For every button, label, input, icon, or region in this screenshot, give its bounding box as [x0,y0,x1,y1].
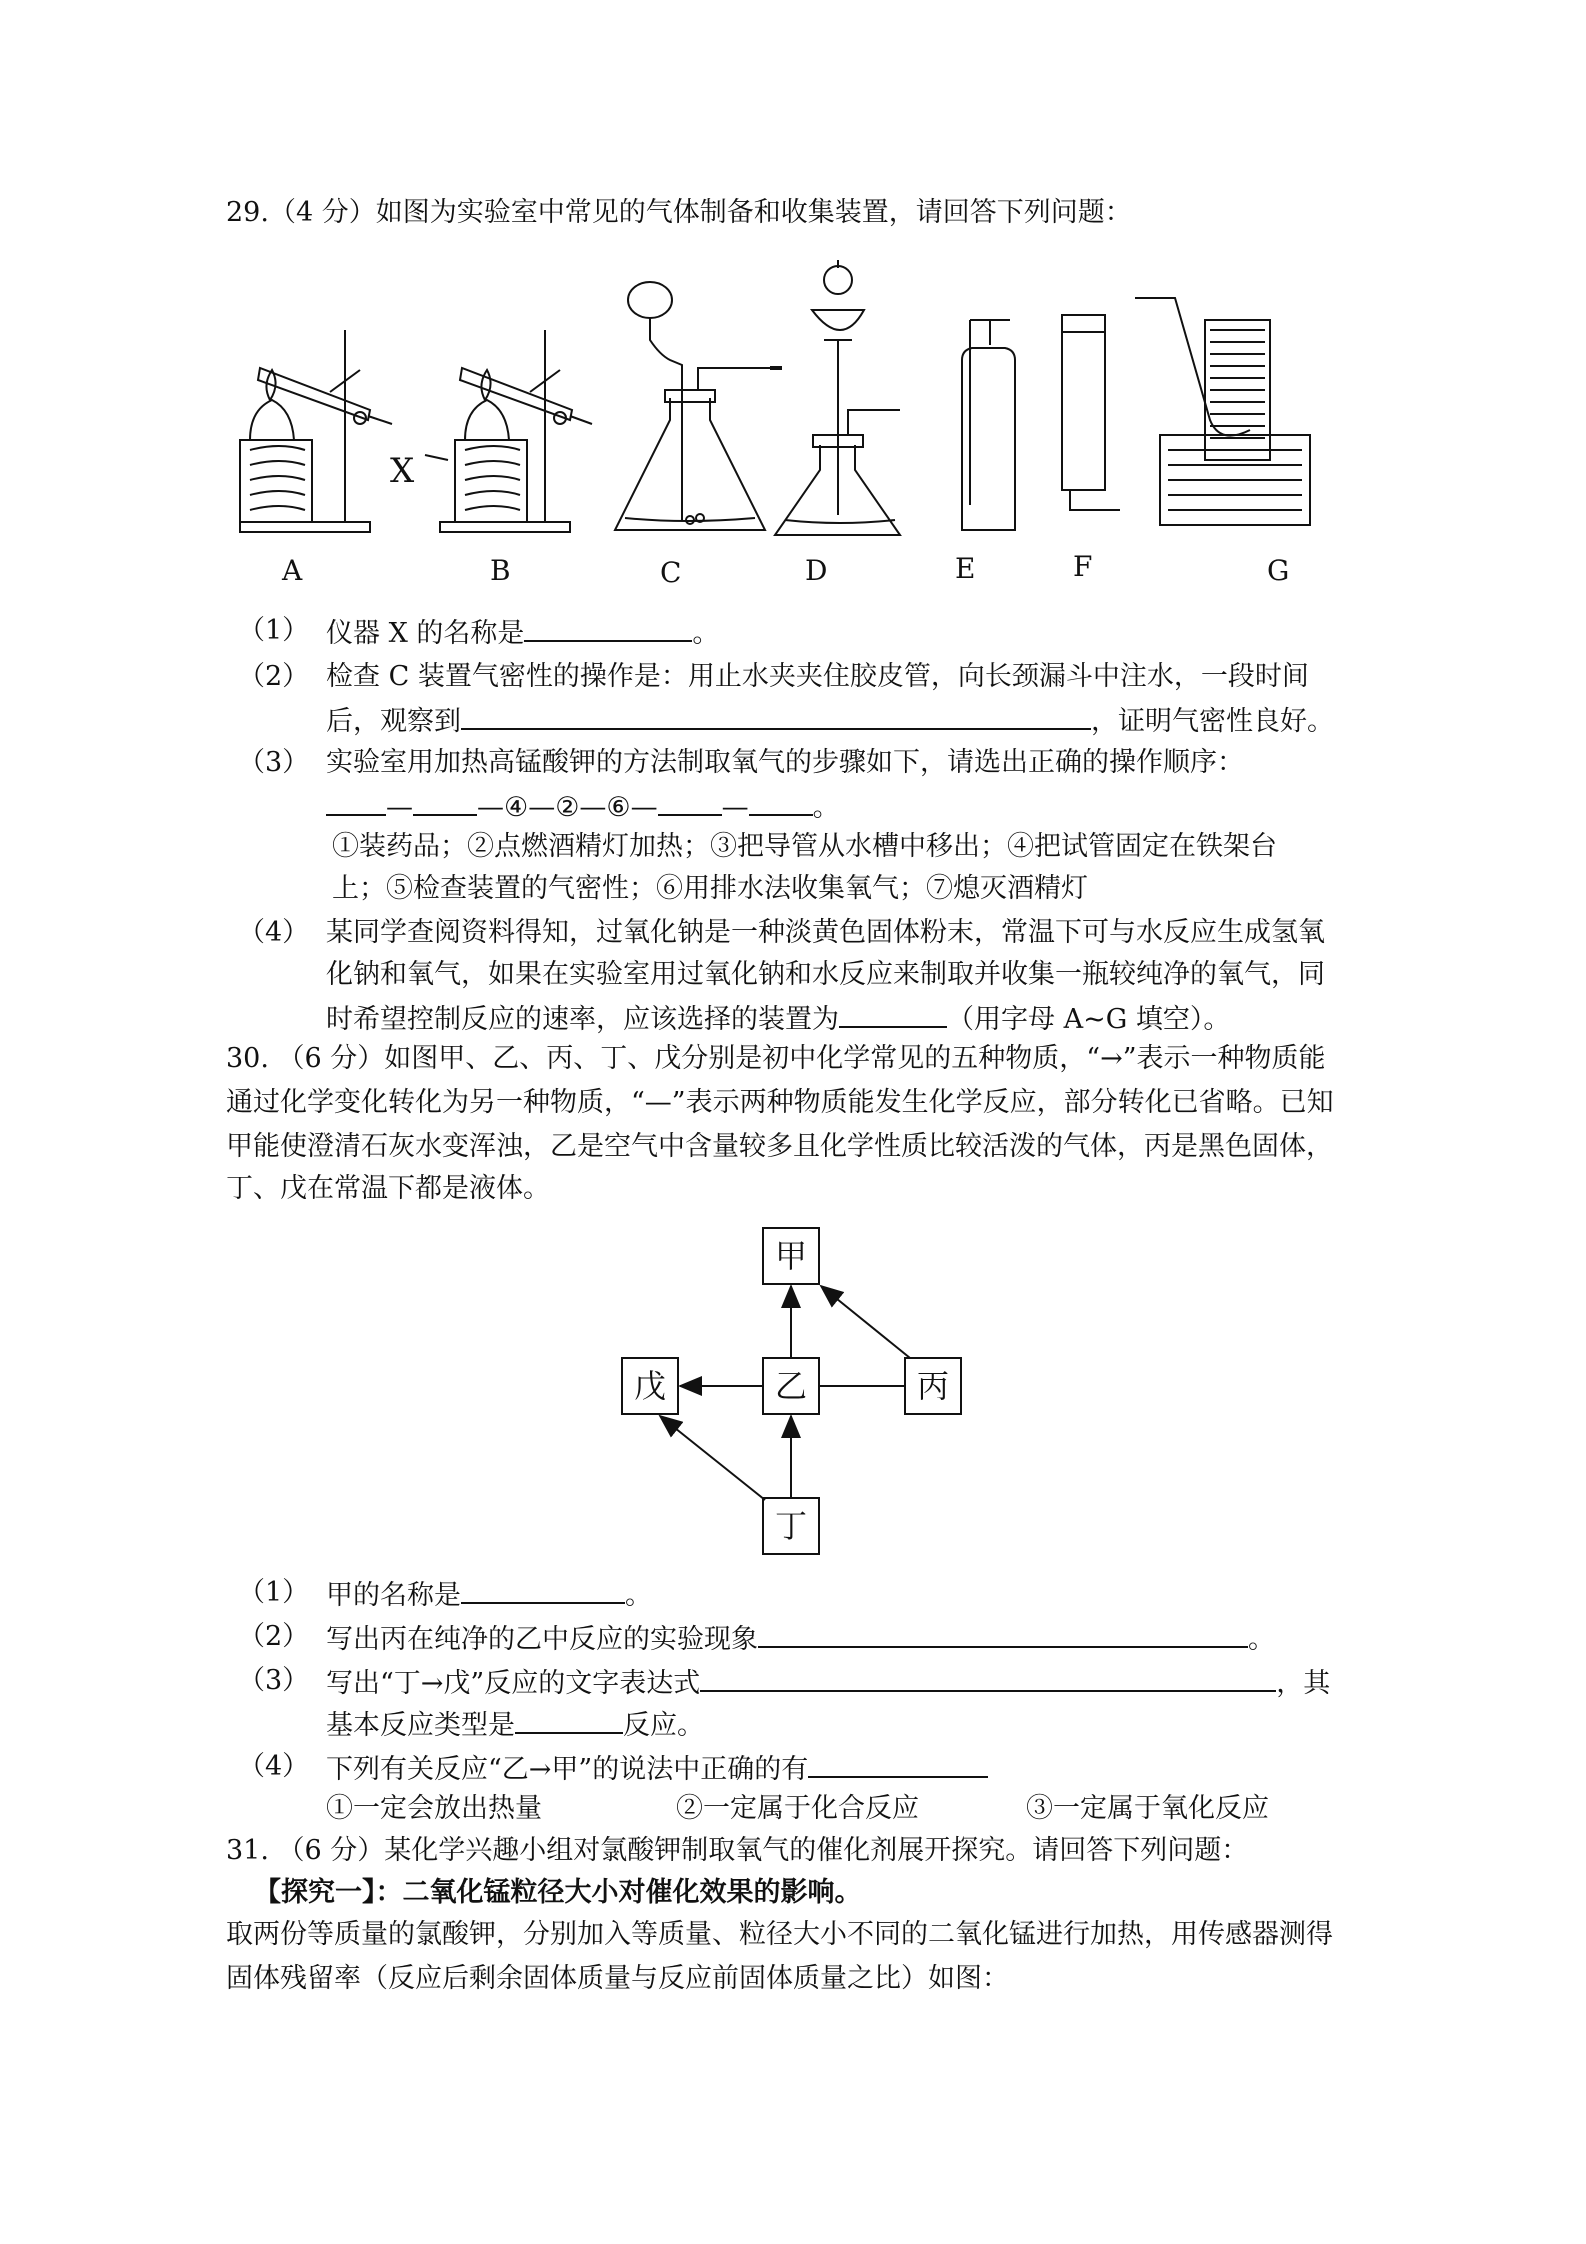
q30-3-line2: 基本反应类型是 反应。 [326,1706,704,1743]
q30-2-text: 写出丙在纯净的乙中反应的实验现象 。 [326,1620,1275,1657]
answer-blank[interactable] [839,1000,947,1028]
q30-3-line1: 写出“丁→戊”反应的文字表达式 ，其 [326,1664,1330,1701]
q30-4-choice-3: ③一定属于氧化反应 [1026,1793,1269,1824]
q30-stem-line3: 甲能使澄清石灰水变浑浊，乙是空气中含量较多且化学性质比较活泼的气体，丙是黑色固体， [226,1131,1333,1162]
label-b: B [490,554,511,587]
apparatus-c [615,282,782,530]
node-bing-label: 丙 [916,1367,950,1405]
node-wu-label: 戊 [633,1367,667,1405]
q31-heading: 【探究一】：二氧化锰粒径大小对催化效果的影响。 [254,1877,862,1908]
answer-blank[interactable] [326,788,386,816]
q29-stem: 29.（4 分）如图为实验室中常见的气体制备和收集装置，请回答下列问题： [226,197,1132,228]
answer-blank[interactable] [808,1750,988,1778]
node-jia-label: 甲 [774,1237,808,1275]
label-x: X [390,451,415,491]
apparatus-b [425,330,592,532]
q29-3-sequence: — —④—②—⑥— — 。 [326,788,840,825]
apparatus-g [1135,298,1310,525]
answer-blank[interactable] [461,1576,625,1604]
q29-2-line2: 后，观察到 ，证明气密性良好。 [326,702,1334,739]
q29-3-num: （3） [238,747,310,778]
q30-2-num: （2） [238,1621,310,1652]
answer-blank[interactable] [700,1664,1276,1692]
q29-2-line1: 检查 C 装置气密性的操作是：用止水夹夹住胶皮管，向长颈漏斗中注水，一段时间 [326,661,1309,692]
apparatus-e [962,320,1015,530]
q30-1-text: 甲的名称是 。 [326,1576,652,1613]
arrow-bing-to-jia [821,1286,910,1358]
substance-relation-diagram [600,1210,1040,1570]
label-g: G [1267,554,1290,587]
q29-4-line2: 化钠和氧气，如果在实验室用过氧化钠和水反应来制取并收集一瓶较纯净的氧气，同 [326,959,1325,990]
q29-4-line1: 某同学查阅资料得知，过氧化钠是一种淡黄色固体粉末，常温下可与水反应生成氢氧 [326,917,1325,948]
q30-4-choice-2: ②一定属于化合反应 [676,1793,919,1824]
q30-1-num: （1） [238,1577,310,1608]
answer-blank[interactable] [658,788,722,816]
q30-stem-line2: 通过化学变化转化为另一种物质，“—”表示两种物质能发生化学反应，部分转化已省略。已知 [226,1087,1334,1118]
q29-3-options-line1: ①装药品；②点燃酒精灯加热；③把导管从水槽中移出；④把试管固定在铁架台 [332,831,1277,862]
node-yi-label: 乙 [774,1367,808,1405]
label-d: D [805,554,828,587]
apparatus-a [240,330,392,532]
label-e: E [955,552,976,585]
q31-stem: 31. （6 分）某化学兴趣小组对氯酸钾制取氧气的催化剂展开探究。请回答下列问题： [226,1835,1249,1866]
q30-3-num: （3） [238,1665,310,1696]
q31-para-line2: 固体残留率（反应后剩余固体质量与反应前固体质量之比）如图： [226,1963,1009,1994]
answer-blank[interactable] [749,788,813,816]
label-a: A [282,554,303,587]
q29-4-line3: 时希望控制反应的速率，应该选择的装置为 （用字母 A~G 填空）。 [326,1000,1230,1037]
q30-4-text: 下列有关反应“乙→甲”的说法中正确的有 [326,1750,988,1787]
q31-para-line1: 取两份等质量的氯酸钾，分别加入等质量、粒径大小不同的二氧化锰进行加热，用传感器测得 [226,1919,1333,1950]
q30-4-choice-1: ①一定会放出热量 [326,1793,542,1824]
answer-blank[interactable] [413,788,477,816]
answer-blank[interactable] [461,702,1091,730]
q29-4-num: （4） [238,917,310,948]
apparatus-f [1062,315,1120,510]
q29-1-text: 仪器 X 的名称是 。 [326,614,719,651]
lab-apparatus-figure [220,250,1380,590]
apparatus-d [775,260,900,535]
q29-2-num: （2） [238,661,310,692]
q30-stem-line4: 丁、戊在常温下都是液体。 [226,1173,550,1204]
answer-blank[interactable] [515,1706,623,1734]
answer-blank[interactable] [524,614,692,642]
q29-1-num: （1） [238,615,310,646]
label-c: C [660,556,682,589]
q30-4-num: （4） [238,1751,310,1782]
arrow-ding-to-wu [660,1416,765,1500]
q29-3-options-line2: 上；⑤检查装置的气密性；⑥用排水法收集氧气；⑦熄灭酒精灯 [332,873,1088,904]
label-f: F [1073,550,1093,583]
answer-blank[interactable] [758,1620,1248,1648]
node-ding-label: 丁 [774,1507,808,1545]
q30-stem-line1: 30. （6 分）如图甲、乙、丙、丁、戊分别是初中化学常见的五种物质，“→”表示一种物质能 [226,1043,1326,1074]
q29-3-line1: 实验室用加热高锰酸钾的方法制取氧气的步骤如下，请选出正确的操作顺序： [326,747,1244,778]
